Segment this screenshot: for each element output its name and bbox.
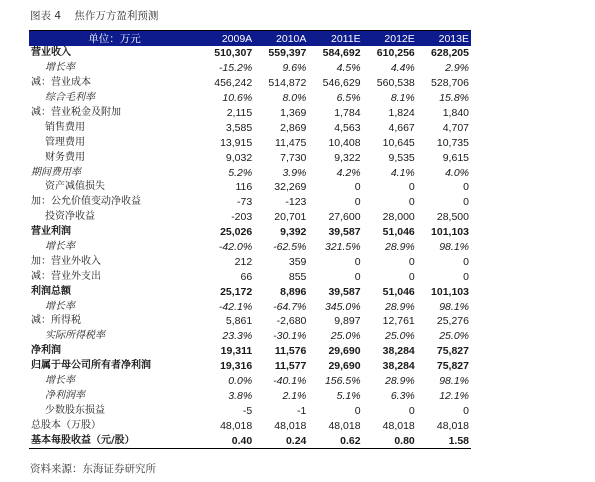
table-cell: 38,284	[382, 345, 415, 358]
table-cell: 610,256	[376, 47, 415, 60]
table-cell: 359	[288, 255, 307, 268]
table-cell: 11,475	[275, 136, 307, 149]
figure-caption	[30, 8, 158, 23]
row-label: 加：公允价值变动净收益	[31, 196, 141, 208]
table-cell: 0	[354, 270, 361, 283]
table-cell: 7,730	[280, 151, 307, 164]
table-cell: 559,397	[268, 47, 307, 60]
table-cell: 116	[235, 181, 253, 194]
table-cell: 101,103	[431, 285, 469, 298]
source-note: 资料来源：东海证券研究所	[30, 463, 156, 475]
table-cell: 48,018	[220, 419, 253, 432]
table-cell: 12.1%	[439, 389, 469, 402]
table-cell: 0	[408, 181, 415, 194]
row-label: 销售费用	[45, 121, 85, 133]
table-row	[29, 314, 471, 329]
row-label: 归属于母公司所有者净利润	[31, 360, 151, 372]
table-cell: 51,046	[382, 285, 415, 298]
table-cell: 0.80	[363, 433, 417, 448]
table-cell: -1	[297, 404, 307, 417]
table-cell: 0	[408, 255, 415, 268]
table-cell: 8.0%	[282, 92, 307, 105]
row-label: 利润总额	[31, 285, 71, 297]
row-label: 实际所得税率	[45, 330, 105, 342]
table-cell: -42.1%	[218, 300, 253, 313]
table-cell: 15.8%	[439, 92, 469, 105]
row-label: 加：营业外收入	[31, 255, 101, 267]
header-year: 2009A	[200, 31, 254, 46]
row-label: 营业利润	[31, 226, 71, 238]
table-cell: 8,896	[280, 285, 307, 298]
table-cell: 28.9%	[384, 241, 415, 254]
row-label: 期间费用率	[31, 166, 81, 178]
table-cell: 0	[463, 196, 469, 209]
row-label: 增长率	[45, 375, 75, 387]
table-cell: 5,861	[225, 315, 253, 328]
table-row	[29, 135, 471, 150]
table-cell: 4,563	[334, 121, 361, 134]
table-row	[29, 254, 471, 269]
table-cell: 6.5%	[336, 92, 361, 105]
table-cell: 39,587	[328, 285, 361, 298]
table-cell: 1,840	[442, 107, 469, 119]
table-cell: 510,307	[214, 47, 253, 60]
table-cell: 4.4%	[390, 62, 415, 75]
table-cell: 4.0%	[445, 166, 469, 179]
row-label: 增长率	[45, 62, 75, 74]
table-cell: 0.40	[200, 433, 254, 448]
table-cell: 25,026	[220, 226, 253, 239]
table-cell: 51,046	[382, 226, 415, 239]
table-cell: 0.62	[308, 433, 362, 448]
table-cell: 0	[354, 255, 361, 268]
table-cell: 9,535	[388, 151, 415, 164]
row-label: 资产减值损失	[45, 181, 105, 193]
table-cell: 75,827	[436, 345, 469, 358]
table-row	[29, 46, 471, 61]
table-row	[29, 284, 471, 299]
table-cell: 855	[288, 270, 307, 283]
table-cell: 9,897	[334, 315, 361, 328]
row-label: 综合毛利率	[45, 92, 95, 104]
row-label: 少数股东损益	[45, 404, 105, 416]
header-year: 2013E	[417, 31, 471, 46]
table-cell: 28.9%	[384, 300, 415, 313]
table-cell: 8.1%	[390, 92, 415, 105]
table-cell: 25.0%	[330, 330, 361, 343]
table-cell: 9,392	[280, 226, 307, 239]
table-cell: -40.1%	[273, 375, 307, 388]
table-cell: 29,690	[328, 345, 361, 358]
table-row	[29, 329, 471, 344]
row-label: 基本每股收益（元/股）	[29, 433, 200, 448]
table-cell: 0.24	[254, 433, 308, 448]
table-row	[29, 269, 471, 284]
row-label: 营业收入	[31, 47, 71, 59]
row-label: 财务费用	[45, 151, 85, 163]
profit-forecast-table	[29, 31, 471, 449]
table-row	[29, 120, 471, 135]
table-cell: 5.1%	[336, 389, 361, 402]
row-label: 净利润	[31, 345, 61, 357]
table-cell: 4,667	[388, 121, 415, 134]
table-cell: 345.0%	[324, 300, 361, 313]
table-cell: 98.1%	[439, 375, 469, 388]
table-cell: 19,311	[220, 345, 253, 358]
table-row	[29, 76, 471, 91]
table-cell: 38,284	[382, 360, 415, 373]
table-cell: 27,600	[328, 211, 361, 224]
table-cell: -2,680	[276, 315, 307, 328]
table-cell: 0	[463, 181, 469, 194]
table-row	[29, 61, 471, 76]
row-label: 投资净收益	[45, 211, 95, 223]
table-cell: 3.8%	[228, 389, 253, 402]
row-label: 增长率	[45, 300, 75, 312]
table-cell: 1,369	[280, 107, 307, 119]
table-cell: 25,172	[220, 285, 253, 298]
table-row	[29, 374, 471, 389]
table-cell: 2,869	[280, 121, 307, 134]
table-cell: 9,322	[334, 151, 361, 164]
table-cell: 5.2%	[228, 166, 253, 179]
table-row	[29, 403, 471, 418]
table-cell: -73	[237, 196, 253, 209]
table-cell: 0	[408, 196, 415, 209]
row-label: 管理费用	[45, 136, 85, 148]
table-cell: 48,018	[274, 419, 307, 432]
table-cell: 1,824	[388, 107, 415, 119]
table-cell: 0	[408, 270, 415, 283]
table-cell: 0	[463, 255, 469, 268]
table-cell: 28,000	[382, 211, 415, 224]
table-cell: 32,269	[274, 181, 307, 194]
table-row	[29, 299, 471, 314]
table-row	[29, 180, 471, 195]
table-cell: -15.2%	[218, 62, 253, 75]
table-row	[29, 418, 471, 433]
table-cell: 0.0%	[228, 375, 253, 388]
table-cell: 9,615	[442, 151, 469, 164]
table-cell: 10,408	[328, 136, 361, 149]
table-cell: 75,827	[436, 360, 469, 373]
table-cell: 4,707	[442, 121, 469, 134]
table-row	[29, 210, 471, 225]
table-cell: 156.5%	[324, 375, 361, 388]
table-cell: 48,018	[436, 419, 469, 432]
table-row	[29, 165, 471, 180]
row-label: 增长率	[45, 241, 75, 253]
table-cell: 0	[354, 404, 361, 417]
header-year: 2012E	[363, 31, 417, 46]
table-cell: 25.0%	[384, 330, 415, 343]
table-cell: 1.58	[417, 433, 471, 448]
table-cell: 2,115	[226, 107, 253, 119]
table-row	[29, 106, 471, 121]
table-row	[29, 388, 471, 403]
table-cell: 321.5%	[324, 241, 361, 254]
row-label: 总股本（万股）	[31, 419, 101, 431]
table-cell: 514,872	[268, 77, 307, 90]
table-cell: 560,538	[376, 77, 415, 90]
table-cell: 0	[463, 404, 469, 417]
table-cell: 11,577	[274, 360, 307, 373]
table-cell: 1,784	[334, 107, 361, 119]
table-cell: 0	[354, 196, 361, 209]
figure-title: 焦作万方盈利预测	[74, 10, 159, 22]
table-row	[29, 359, 471, 374]
table-cell: 2.1%	[282, 389, 307, 402]
table-cell: 29,690	[328, 360, 361, 373]
table-header-row	[29, 31, 471, 46]
table-cell: 584,692	[322, 47, 361, 60]
table-cell: 98.1%	[439, 300, 469, 313]
table-cell: 10,735	[436, 136, 469, 149]
table-cell: 9.6%	[282, 62, 307, 75]
table-cell: 28.9%	[384, 375, 415, 388]
table-cell: -64.7%	[273, 300, 307, 313]
table-cell: 0	[354, 181, 361, 194]
table-cell: 546,629	[322, 77, 361, 90]
table-cell: 3,585	[225, 121, 253, 134]
table-cell: 3.9%	[282, 166, 307, 179]
table-cell: 10.6%	[222, 92, 253, 105]
table-cell: -123	[285, 196, 307, 209]
table-cell: 9,032	[225, 151, 253, 164]
table-cell: 66	[240, 270, 253, 283]
table-cell: 528,706	[431, 77, 469, 90]
table-cell: 28,500	[436, 211, 469, 224]
row-label: 减：营业外支出	[31, 270, 101, 282]
table-cell: 98.1%	[439, 241, 469, 254]
table-cell: 39,587	[328, 226, 361, 239]
table-cell: 628,205	[431, 47, 469, 60]
row-label: 减：所得税	[31, 315, 81, 327]
table-cell: 0	[408, 404, 415, 417]
header-year: 2010A	[254, 31, 308, 46]
table-cell: 20,701	[274, 211, 307, 224]
table-cell: -62.5%	[273, 241, 307, 254]
table-cell: 4.2%	[336, 166, 361, 179]
table-cell: 0	[463, 270, 469, 283]
table-cell: 11,576	[274, 345, 307, 358]
table-cell: 101,103	[431, 226, 469, 239]
table-cell: 456,242	[214, 77, 253, 90]
header-year: 2011E	[308, 31, 362, 46]
table-cell: 25.0%	[439, 330, 469, 343]
figure-number: 图表 4	[30, 10, 62, 22]
table-cell: -203	[231, 211, 253, 224]
row-label: 净利润率	[45, 389, 85, 401]
row-label: 减：营业税金及附加	[31, 107, 121, 118]
table-cell: 48,018	[382, 419, 415, 432]
table-row	[29, 225, 471, 240]
table-cell: 23.3%	[222, 330, 253, 343]
table-cell: 212	[234, 255, 253, 268]
table-row	[29, 433, 471, 448]
table-row	[29, 195, 471, 210]
table-cell: 12,761	[382, 315, 415, 328]
table-cell: 13,915	[220, 136, 253, 149]
table-cell: 6.3%	[390, 389, 415, 402]
table-cell: 19,316	[220, 360, 253, 373]
table-row	[29, 150, 471, 165]
table-body	[29, 46, 471, 449]
table-cell: 48,018	[328, 419, 361, 432]
table-cell: -5	[242, 404, 253, 417]
table-cell: -42.0%	[218, 241, 253, 254]
header-unit: 单位：万元	[29, 31, 200, 46]
table-cell: -30.1%	[273, 330, 307, 343]
table-row	[29, 240, 471, 255]
table-cell: 10,645	[382, 136, 415, 149]
table-cell: 25,276	[436, 315, 469, 328]
table-row	[29, 91, 471, 106]
table-cell: 2.9%	[445, 62, 469, 75]
table-row	[29, 344, 471, 359]
table-cell: 4.1%	[390, 166, 415, 179]
table-cell: 4.5%	[336, 62, 361, 75]
row-label: 减：营业成本	[31, 77, 91, 89]
